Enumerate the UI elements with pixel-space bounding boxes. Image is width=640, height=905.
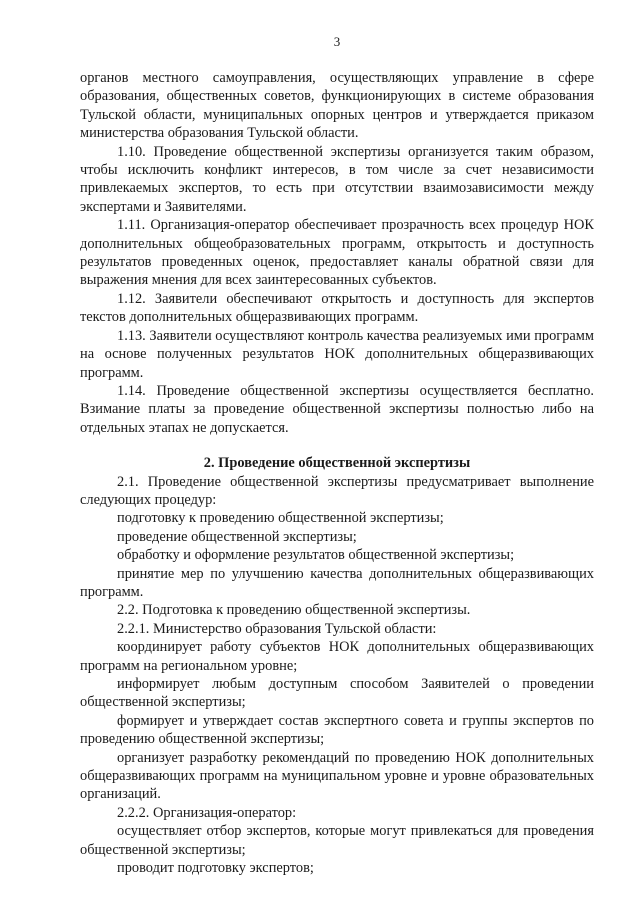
section-title: 2. Проведение общественной экспертизы: [203, 455, 471, 472]
paragraph-2-2: 2.2. Подготовка к проведению общественной экспертизы.: [117, 602, 471, 619]
list-item: принятие мер по улучшению качества дополнительных общеразвивающих программ.: [80, 565, 594, 600]
paragraph-2-1: 2.1. Проведение общественной экспертизы предусматривает выполнение следующих процедур:: [80, 473, 594, 508]
paragraph-1-12: 1.12. Заявители обеспечивают открытость и доступность для экспертов текстов дополнительных общеразвивающих программ.: [80, 290, 594, 326]
list-item: осуществляет отбор экспертов, которые могут привлекаться для проведения общественной экспертизы;: [80, 823, 594, 858]
paragraph-1-11: 1.11. Организация-оператор обеспечивает прозрачность всех процедур НОК дополнительных общеобразовательных программ, открытость и доступность результатов проведенных оценок, предоставляет каналы обратной связи для выражения мнения для всех заинтересованных субъектов.: [80, 217, 594, 289]
document-page: [80, 34, 594, 877]
list-item: координирует работу субъектов НОК дополнительных общеразвивающих программ на региональном уровне;: [80, 639, 594, 674]
list-item: обработку и оформление результатов общественной экспертизы;: [117, 547, 515, 564]
paragraph-2-2-2: 2.2.2. Организация-оператор:: [117, 804, 297, 821]
paragraph-1-13: 1.13. Заявители осуществляют контроль качества реализуемых ими программ на основе полученных результатов НОК дополнительных общеразвивающих программ.: [80, 327, 594, 381]
paragraph-continuation: органов местного самоуправления, осуществляющих управление в сфере образования, общественных советов, функционирующих в системе образования Тульской области, муниципальных опорных центров и утверждается приказом министерства образования Тульской области.: [80, 70, 594, 142]
paragraph-2-2-1: 2.2.1. Министерство образования Тульской области:: [117, 620, 437, 637]
list-item: проводит подготовку экспертов;: [117, 860, 314, 877]
paragraph-1-14: 1.14. Проведение общественной экспертизы осуществляется бесплатно. Взимание платы за проведение общественной экспертизы полностью либо на отдельных этапах не допускается.: [80, 382, 594, 436]
list-item: подготовку к проведению общественной экспертизы;: [117, 510, 444, 527]
paragraph-1-10: 1.10. Проведение общественной экспертизы организуется таким образом, чтобы исключить конфликт интересов, в том числе за счет независимости привлекаемых экспертов, то есть при отсутствии взаимозависимости между экспертами и Заявителями.: [80, 143, 594, 215]
list-item: информирует любым доступным способом Заявителей о проведении общественной экспертизы;: [80, 676, 594, 711]
list-item: проведение общественной экспертизы;: [117, 528, 357, 545]
list-item: формирует и утверждает состав экспертного совета и группы экспертов по проведению общественной экспертизы;: [80, 712, 594, 748]
page-number: 3: [333, 34, 341, 49]
document-body: [80, 69, 594, 877]
list-item: организует разработку рекомендаций по проведению НОК дополнительных общеразвивающих программ на муниципальном уровне и уровне образовательных организаций.: [80, 749, 594, 803]
